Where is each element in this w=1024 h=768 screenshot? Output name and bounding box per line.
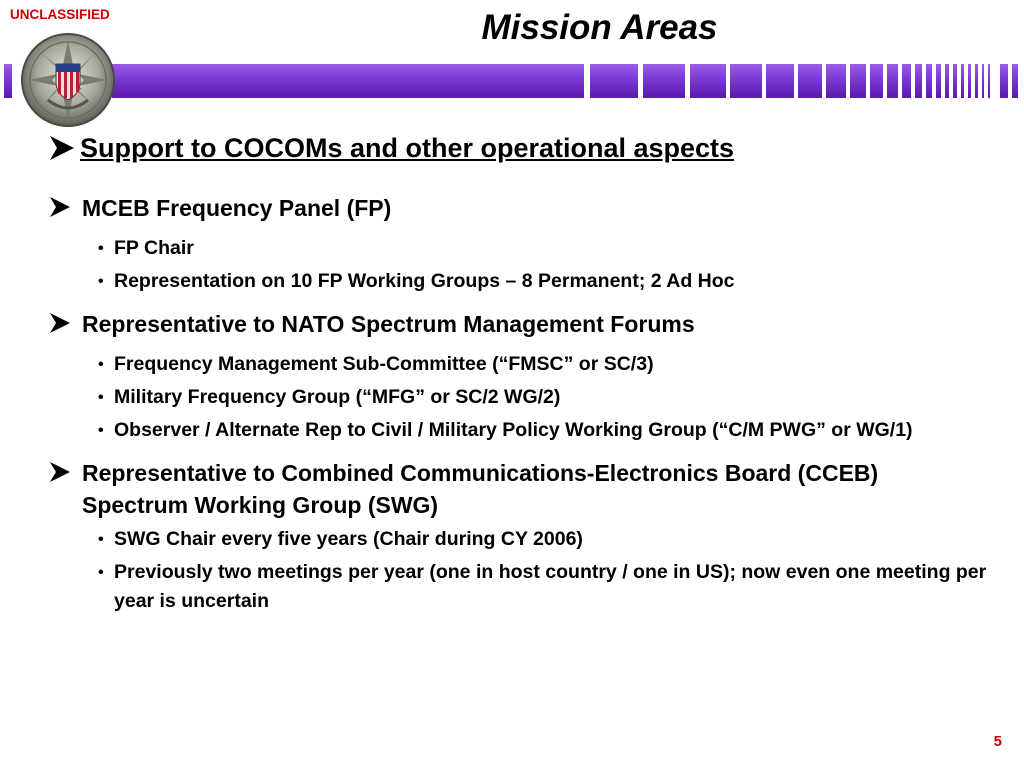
band-segment — [961, 64, 964, 98]
band-segment — [730, 64, 762, 98]
band-segment — [982, 64, 984, 98]
list-item-text: FP Chair — [114, 237, 194, 259]
list-item — [98, 558, 988, 616]
seal-icon — [18, 30, 118, 130]
band-segment — [926, 64, 932, 98]
list-item-text: SWG Chair every five years (Chair during CY 2006) — [114, 528, 583, 550]
band-segment — [766, 64, 794, 98]
band-segment — [975, 64, 978, 98]
arrowhead-icon — [48, 308, 82, 346]
arrowhead-icon — [48, 192, 82, 230]
slide-content — [48, 133, 988, 628]
list-item-text: Observer / Alternate Rep to Civil / Military Policy Working Group (“C/M PWG” or WG/1) — [114, 419, 913, 441]
band-segment — [902, 64, 911, 98]
list-item — [98, 416, 988, 445]
arrowhead-icon — [48, 457, 82, 495]
band-segment — [798, 64, 822, 98]
band-segment — [643, 64, 685, 98]
band-segment — [988, 64, 990, 98]
band-segment — [1000, 64, 1008, 98]
section-title — [48, 192, 988, 230]
section-title — [48, 308, 988, 346]
section-cceb-swg — [48, 457, 988, 616]
main-heading-text: Support to COCOMs and other operational aspects — [80, 133, 735, 163]
section-nato-forums — [48, 308, 988, 445]
band-segment — [1012, 64, 1018, 98]
list-item-text: Military Frequency Group (“MFG” or SC/2 WG/2) — [114, 386, 561, 408]
band-segment — [4, 64, 12, 98]
band-segment — [590, 64, 638, 98]
list-item — [98, 383, 988, 412]
bullet-dot-icon: • — [98, 531, 104, 548]
band-segment — [915, 64, 922, 98]
band-segment — [945, 64, 949, 98]
arrowhead-icon — [48, 133, 80, 170]
section-title-text: Representative to NATO Spectrum Management Forums — [82, 311, 695, 337]
main-heading — [48, 133, 988, 170]
slide-title: Mission Areas — [481, 8, 718, 47]
list-item — [98, 267, 988, 296]
page-number: 5 — [993, 733, 1002, 750]
classification-label: UNCLASSIFIED — [10, 7, 110, 22]
title-band — [0, 64, 1024, 98]
band-segment — [887, 64, 898, 98]
bullet-dot-icon: • — [98, 564, 104, 581]
band-segment — [936, 64, 941, 98]
list-item-text: Previously two meetings per year (one in host country / one in US); now even one meeting per year is uncertain — [114, 561, 987, 612]
section-title — [48, 457, 988, 521]
bullet-dot-icon: • — [98, 356, 104, 373]
list-item — [98, 525, 988, 554]
list-item — [98, 234, 988, 263]
band-segment — [826, 64, 846, 98]
list-item — [98, 350, 988, 379]
band-segment — [690, 64, 726, 98]
section-title-text: Representative to Combined Communications-Electronics Board (CCEB) Spectrum Working Group (SWG) — [82, 460, 879, 518]
section-title-text: MCEB Frequency Panel (FP) — [82, 195, 392, 221]
bullet-dot-icon: • — [98, 273, 104, 290]
band-segment — [968, 64, 971, 98]
band-segment — [112, 64, 584, 98]
band-segment — [953, 64, 957, 98]
band-segment — [850, 64, 866, 98]
list-item-text: Frequency Management Sub-Committee (“FMSC” or SC/3) — [114, 353, 654, 375]
section-frequency-panel — [48, 192, 988, 296]
list-item-text: Representation on 10 FP Working Groups – 8 Permanent; 2 Ad Hoc — [114, 270, 735, 292]
band-segment — [870, 64, 883, 98]
bullet-dot-icon: • — [98, 389, 104, 406]
bullet-dot-icon: • — [98, 422, 104, 439]
bullet-dot-icon: • — [98, 240, 104, 257]
